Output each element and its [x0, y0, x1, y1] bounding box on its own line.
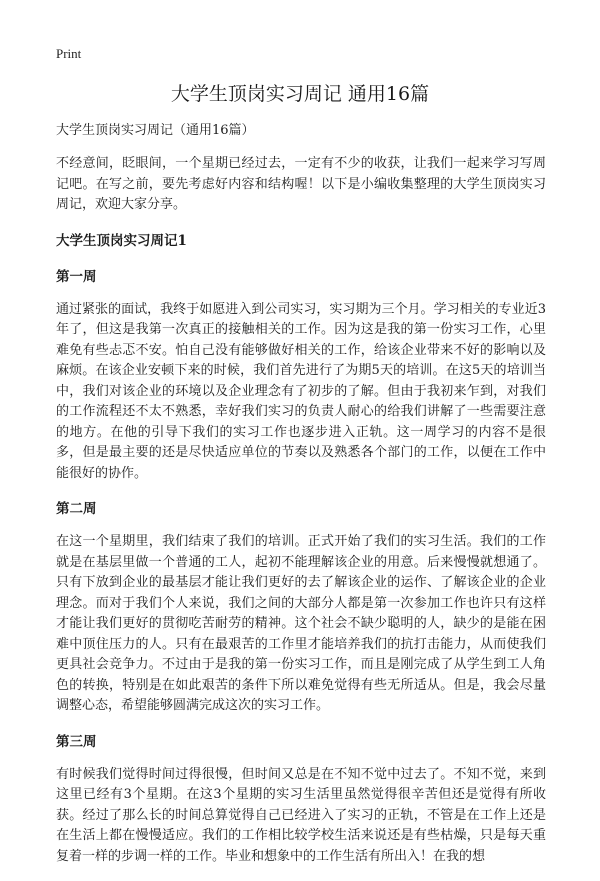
week-paragraph: 在这一个星期里，我们结束了我们的培训。正式开始了我们的实习生活。我们的工作就是在基层里做一个普通的工人，起初不能理解该企业的用意。后来慢慢就想通了。只有下放到企业的最基层才能让我们更好的去了解该企业的运作、了解该企业的企业理念。而对于我们个人来说，我们之间的大部分人都是第一次参加工作也许只有这样才能让我们更好的贯彻吃苦耐劳的精神。这个社会不缺少聪明的人，缺少的是能在困难中顶住压力的人。只有在最艰苦的工作里才能培养我们的抗打击能力，从而使我们更具社会竞争力。不过由于是我的第一份实习工作，而且是刚完成了从学生到工人角色的转换，特别是在如此艰苦的条件下所以难免觉得有些无所适从。但是，我会尽量调整心态，希望能够圆满完成这次的实习工作。: [56, 534, 546, 713]
week-section-3: [56, 731, 546, 868]
print-link[interactable]: Print: [56, 46, 82, 61]
document-body: [56, 120, 546, 881]
intro-paragraph: 不经意间，眨眼间，一个星期已经过去，一定有不少的收获，让我们一起来学习写周记吧。在写之前，要先考虑好内容和结构喔！以下是小编收集整理的大学生顶岗实习周记，欢迎大家分享。: [56, 156, 546, 212]
week-heading: 第二周: [56, 501, 97, 517]
week-paragraph: 有时候我们觉得时间过得很慢，但时间又总是在不知不觉中过去了。不知不觉，来到这里已经有3个星期。在这3个星期的实习生活里虽然觉得很辛苦但还是觉得有所收获。经过了那么长的时间总算觉得自己已经进入了实习的正轨，不管是在工作上还是在生活上都在慢慢适应。我们的工作相比较学校生活来说还是有些枯燥，只是每天重复着一样的步调一样的工作。毕业和想象中的工作生活有所出入！在我的想: [56, 766, 546, 864]
week-heading: 第三周: [56, 733, 97, 750]
article-heading: 大学生顶岗实习周记1: [56, 232, 187, 249]
week-section-1: [56, 266, 546, 485]
document-title: 大学生顶岗实习周记 通用16篇: [170, 83, 430, 105]
week-section-2: [56, 498, 546, 717]
document-subtitle: 大学生顶岗实习周记（通用16篇）: [56, 123, 255, 138]
week-heading: 第一周: [56, 268, 97, 285]
week-paragraph: 通过紧张的面试，我终于如愿进入到公司实习，实习期为三个月。学习相关的专业近3年了，但这是我第一次真正的接触相关的工作。因为这是我的第一份实习工作，心里难免有些忐忑不安。怕自己没有能够做好相关的工作，给该企业带来不好的影响以及麻烦。在该企业安顿下来的时候，我们首先进行了为期5天的培训。在这5天的培训当中，我们对该企业的环境以及企业理念有了初步的了解。但由于我初来乍到，对我们的工作流程还不太不熟悉，幸好我们实习的负责人耐心的给我们讲解了一些需要注意的地方。在他的引导下我们的实习工作也逐步进入正轨。这一周学习的内容不是很多，但是最主要的还是尽快适应单位的节奏以及熟悉各个部门的工作，以便在工作中能很好的协作。: [56, 301, 546, 481]
